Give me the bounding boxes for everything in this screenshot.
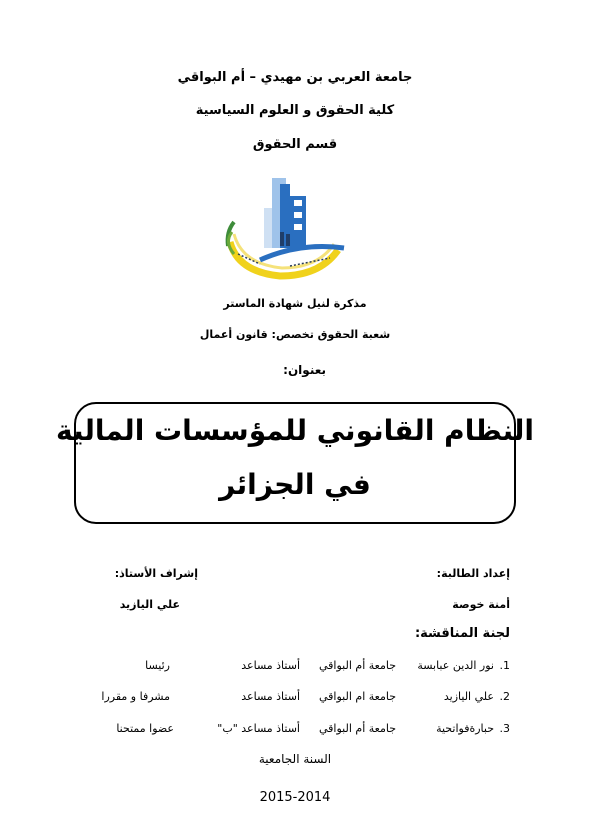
member-role: عضوا ممتحنا (116, 722, 174, 735)
university-name: جامعة العربي بن مهيدي – أم البواقي (177, 70, 413, 85)
member-name: علي اليازيد (443, 690, 494, 703)
academic-year-label: السنة الجامعية (258, 752, 332, 766)
member-role: رئيسا (145, 659, 170, 672)
member-name: حبارةفواتحية (436, 722, 494, 735)
member-role: مشرفا و مقررا (101, 690, 170, 703)
academic-year: 2015-2014 (259, 790, 331, 805)
supervisor-label: إشراف الأستاذ: (114, 567, 198, 580)
member-rank: أستاذ مساعد (241, 690, 300, 703)
faculty-name: كلية الحقوق و العلوم السياسية (195, 103, 395, 118)
thesis-title-line2: في الجزائر (219, 468, 371, 501)
title-label: بعنوان: (283, 363, 326, 377)
committee-label: لجنة المناقشة: (414, 626, 510, 641)
member-university: جامعة ام البواقي (319, 690, 396, 703)
supervisor-name: علي اليازيد (119, 598, 180, 611)
member-name: نور الدين عبابسة (417, 659, 494, 672)
student-label: إعداد الطالبة: (436, 567, 510, 580)
university-logo-icon (220, 172, 350, 282)
member-university: جامعة أم البواقي (319, 722, 396, 735)
student-name: أمنة خوصة (452, 598, 510, 611)
member-rank: أستاذ مساعد (241, 659, 300, 672)
thesis-title-line1: النظام القانوني للمؤسسات المالية (55, 414, 535, 447)
memo-branch: شعبة الحقوق تخصص: قانون أعمال (199, 328, 391, 341)
member-rank: أستاذ مساعد "ب" (217, 722, 300, 735)
member-number: 1. (499, 659, 510, 672)
department-name: قسم الحقوق (252, 137, 338, 152)
member-university: جامعة أم البواقي (319, 659, 396, 672)
memo-degree: مذكرة لنيل شهادة الماستر (223, 297, 367, 310)
member-number: 2. (499, 690, 510, 703)
member-number: 3. (499, 722, 510, 735)
